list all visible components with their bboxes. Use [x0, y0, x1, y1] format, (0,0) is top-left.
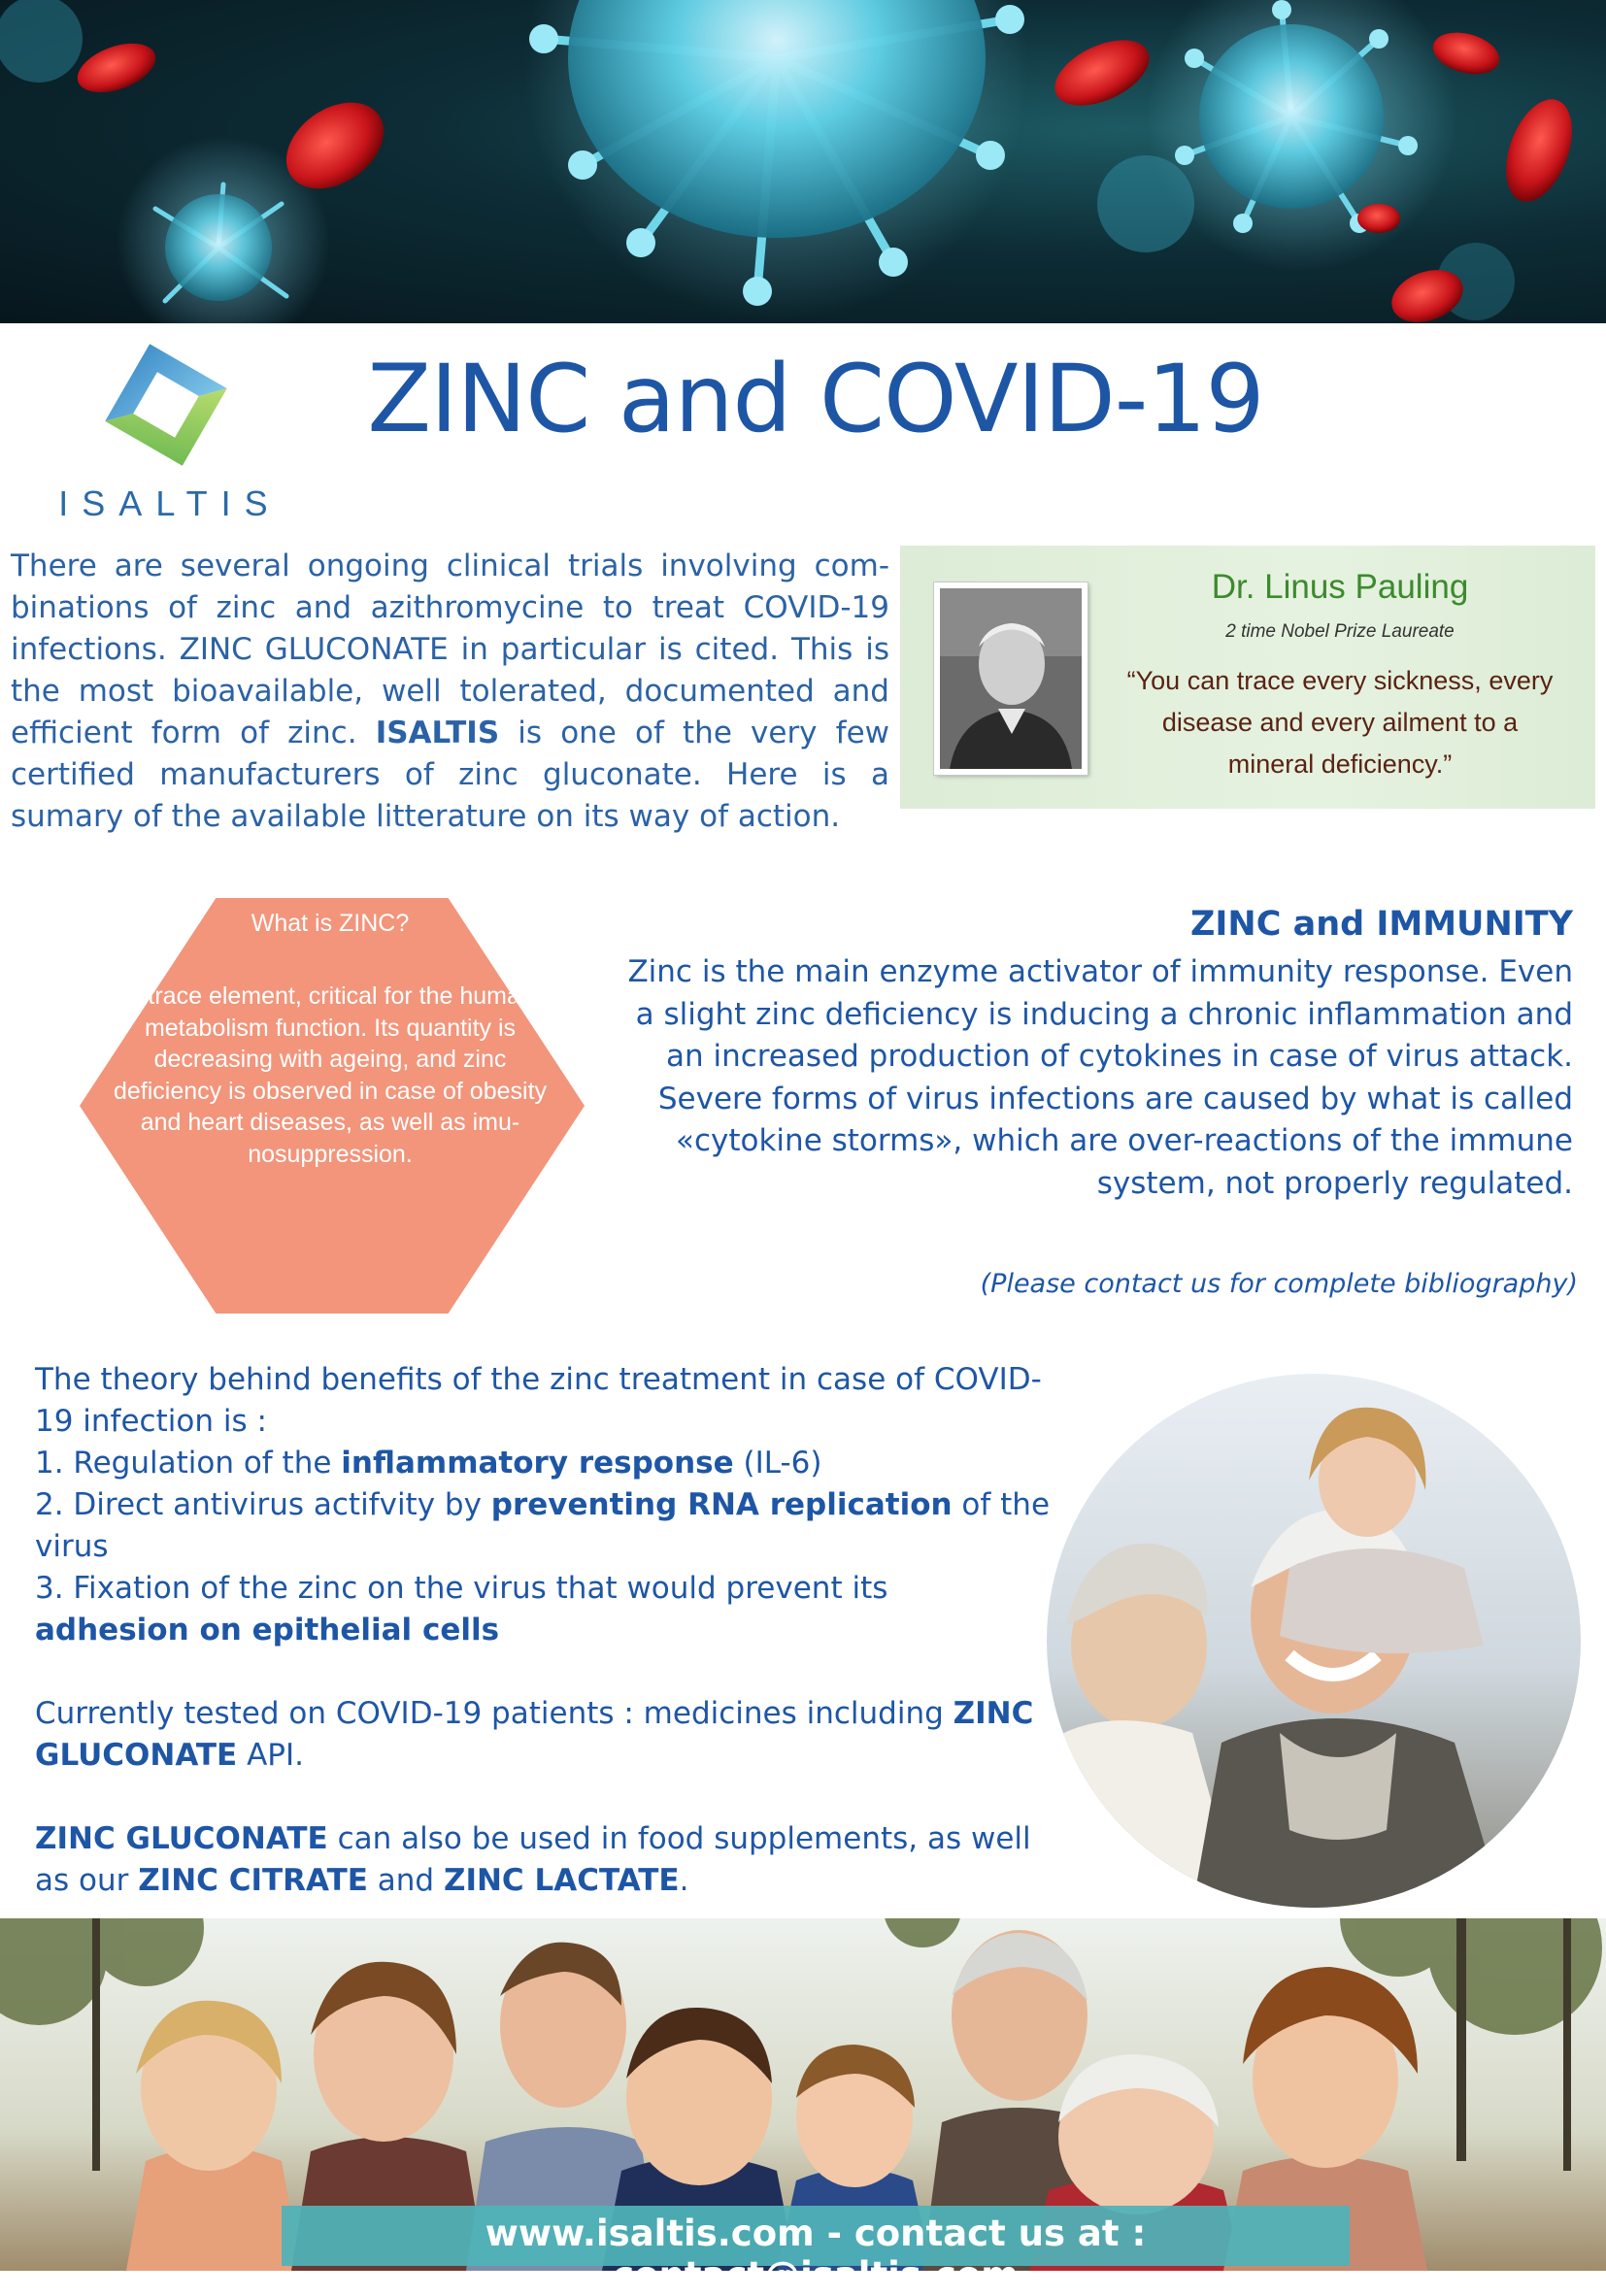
supp-bold-2: ZINC CITRATE: [138, 1863, 368, 1898]
portrait-photo: [934, 582, 1087, 775]
tested-medicines: [35, 1693, 1064, 1777]
tested-tail: API.: [237, 1738, 304, 1773]
intro-text-1: There are several ongoing clinical trials involving combinations of zinc and azithromycine to treat COVID-19 infections. ZINC GLUCONATE in particular is cited. This is the most bioavailable, well tolerated, documented and efficient form of zinc.: [11, 549, 889, 750]
bibliography-note: (Please contact us for complete bibliography): [980, 1269, 1578, 1299]
supp-bold-3: ZINC LACTATE: [443, 1863, 680, 1898]
theory-item-3-bold: adhesion on epithelial cells: [35, 1613, 500, 1647]
immunity-text: Zinc is the main enzyme activator of immunity response. Even a slight zinc deficiency is inducing a chronic inflammation and an increased production of cytokines in case of virus attack. Severe forms of virus infections are caused by what is called «cytokine storms», which are over-reactions of the immune system, not properly regulated.: [627, 954, 1573, 1201]
theory-item-1-tail: (IL-6): [733, 1446, 822, 1481]
supp-bold-1: ZINC GLUCONATE: [35, 1821, 328, 1856]
theory-item-2: [35, 1484, 1054, 1568]
theory-item-2-tail: of the virus: [35, 1487, 1051, 1564]
food-supplements: [35, 1818, 1064, 1902]
family-circle-photo: [1047, 1374, 1581, 1908]
immunity-title: ZINC and IMMUNITY: [1190, 905, 1573, 944]
intro-text-2: is one of the very few certified manufacturers of zinc gluconate. Here is a sumary of the available litterature on its way of action.: [11, 715, 889, 834]
theory-item-2-bold: preventing RNA replication: [490, 1487, 953, 1522]
quote-author: Dr. Linus Pauling: [1211, 568, 1469, 606]
supp-text-2: and: [367, 1863, 444, 1898]
supp-text-1: can also be used in food supplements, as well as our: [35, 1821, 1031, 1898]
theory-section: [35, 1359, 1074, 1902]
intro-paragraph: [11, 546, 889, 838]
isaltis-logo-icon: [93, 332, 239, 478]
supp-end: .: [679, 1863, 689, 1898]
tested-bold: ZINC GLUCONATE: [35, 1696, 1034, 1773]
page-title: ZINC and COVID-19: [367, 345, 1264, 453]
tested-text: Currently tested on COVID-19 patients : medicines including: [35, 1696, 954, 1731]
theory-item-3-text: 3. Fixation of the zinc on the virus that would prevent its: [35, 1571, 888, 1606]
theory-item-1: [35, 1443, 1074, 1484]
theory-item-3: [35, 1568, 1025, 1651]
brand-name: ISALTIS: [58, 483, 282, 523]
what-is-zinc-text: A trace element, critical for the human metabolism function. Its quantity is decreasing with ageing, and zinc deficiency is observed in case of obesity and heart diseases, as well as imunosuppression.: [113, 982, 548, 1168]
theory-intro: The theory behind benefits of the zinc treatment in case of COVID-19 infection is :: [35, 1362, 1042, 1439]
theory-item-2-text: 2. Direct antivirus actifvity by: [35, 1487, 491, 1522]
intro-brand: ISALTIS: [375, 715, 500, 750]
what-is-zinc-title: What is ZINC?: [251, 910, 410, 937]
theory-item-1-bold: inflammatory response: [341, 1446, 734, 1481]
quote-text: “You can trace every sickness, every disease and every ailment to a mineral deficiency.”: [1126, 666, 1554, 779]
theory-item-1-text: 1. Regulation of the: [35, 1446, 342, 1481]
footer-contact-text: www.isaltis.com - contact us at : contact@isaltis.com: [485, 2213, 1147, 2296]
virus-banner-image: [0, 0, 1606, 323]
quote-author-subtitle: 2 time Nobel Prize Laureate: [1225, 621, 1455, 642]
